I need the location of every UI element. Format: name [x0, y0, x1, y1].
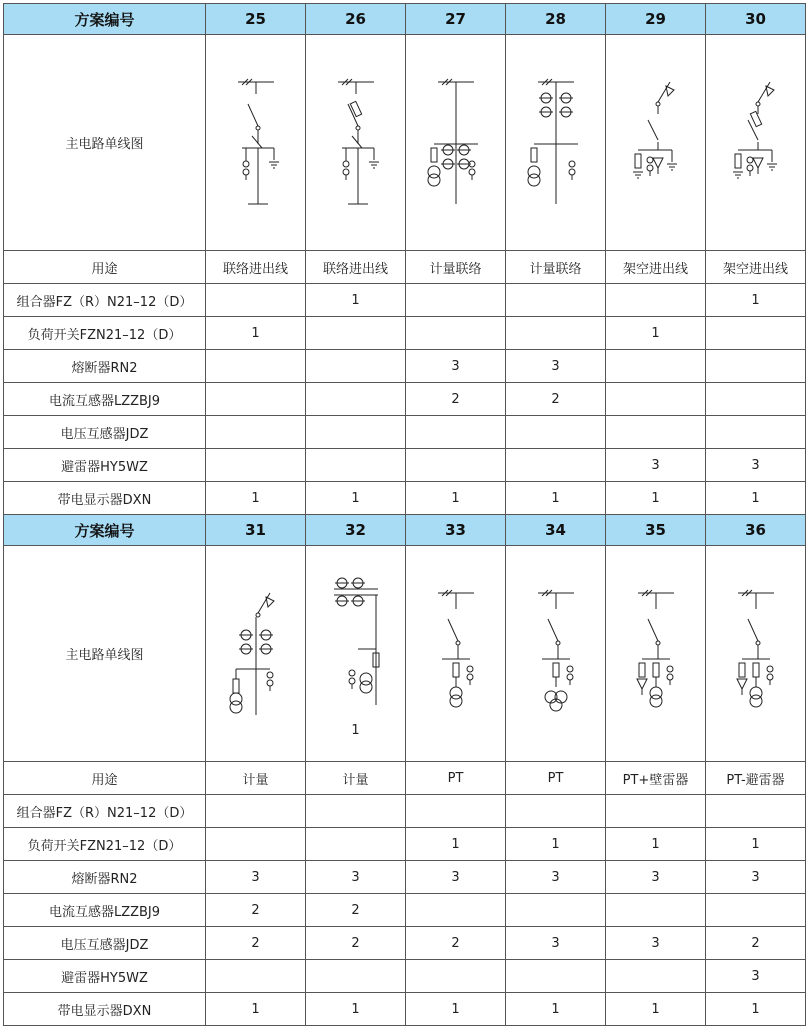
component-qty: 1	[706, 284, 806, 317]
component-qty	[406, 795, 506, 828]
diagram-row	[4, 546, 806, 762]
component-qty: 1	[706, 828, 806, 861]
component-row	[4, 317, 806, 350]
single-line-diagram-icon	[208, 579, 304, 729]
usage-cell: 计量	[306, 762, 406, 795]
scheme-no-label: 方案编号	[4, 4, 206, 35]
component-qty: 1	[306, 993, 406, 1026]
component-label: 熔断器RN2	[4, 350, 206, 383]
component-label: 避雷器HY5WZ	[4, 960, 206, 993]
component-qty: 3	[706, 861, 806, 894]
usage-row	[4, 762, 806, 795]
component-qty: 1	[306, 284, 406, 317]
diagram-cell	[206, 35, 306, 251]
component-qty: 1	[706, 482, 806, 515]
component-qty	[206, 383, 306, 416]
component-label: 负荷开关FZN21–12（D）	[4, 828, 206, 861]
component-label: 熔断器RN2	[4, 861, 206, 894]
component-qty: 3	[406, 350, 506, 383]
scheme-no-label: 方案编号	[4, 515, 206, 546]
component-qty	[206, 284, 306, 317]
usage-cell: PT	[406, 762, 506, 795]
single-line-diagram-icon	[408, 579, 504, 729]
single-line-diagram-icon	[508, 68, 604, 218]
component-qty	[606, 795, 706, 828]
component-qty	[706, 317, 806, 350]
component-qty: 1	[406, 482, 506, 515]
component-qty	[306, 449, 406, 482]
component-row	[4, 482, 806, 515]
component-row	[4, 828, 806, 861]
diagram-cell	[506, 546, 606, 762]
usage-cell: PT	[506, 762, 606, 795]
component-qty	[606, 960, 706, 993]
scheme-no: 27	[406, 4, 506, 35]
diagram-row	[4, 35, 806, 251]
header-row	[4, 515, 806, 546]
component-qty: 2	[406, 383, 506, 416]
diagram-cell	[506, 35, 606, 251]
component-qty	[406, 416, 506, 449]
component-qty	[406, 894, 506, 927]
component-qty: 2	[206, 927, 306, 960]
scheme-no: 30	[706, 4, 806, 35]
component-qty	[406, 284, 506, 317]
component-qty	[506, 894, 606, 927]
diagram-label: 主电路单线图	[4, 35, 206, 251]
usage-cell: 计量联络	[406, 251, 506, 284]
component-qty	[306, 828, 406, 861]
component-label: 电压互感器JDZ	[4, 416, 206, 449]
scheme-no: 32	[306, 515, 406, 546]
component-qty	[206, 960, 306, 993]
component-qty	[206, 828, 306, 861]
scheme-no: 29	[606, 4, 706, 35]
component-qty	[206, 449, 306, 482]
usage-cell: 计量	[206, 762, 306, 795]
component-qty: 3	[506, 861, 606, 894]
single-line-diagram-icon	[408, 68, 504, 218]
component-qty: 2	[506, 383, 606, 416]
usage-row	[4, 251, 806, 284]
component-label: 组合器FZ（R）N21–12（D）	[4, 795, 206, 828]
component-label: 电压互感器JDZ	[4, 927, 206, 960]
usage-cell: 架空进出线	[706, 251, 806, 284]
single-line-diagram-icon	[708, 579, 804, 729]
component-qty	[606, 383, 706, 416]
component-qty: 3	[506, 350, 606, 383]
usage-label: 用途	[4, 762, 206, 795]
component-qty	[506, 416, 606, 449]
component-qty: 3	[606, 927, 706, 960]
diagram-note: 1	[351, 723, 360, 738]
single-line-diagram-icon	[308, 569, 404, 719]
component-qty: 1	[606, 317, 706, 350]
component-label: 带电显示器DXN	[4, 482, 206, 515]
component-qty	[706, 350, 806, 383]
component-qty	[706, 416, 806, 449]
component-qty	[306, 795, 406, 828]
single-line-diagram-icon	[508, 579, 604, 729]
component-qty	[606, 350, 706, 383]
component-row	[4, 383, 806, 416]
scheme-no: 31	[206, 515, 306, 546]
component-qty: 1	[206, 482, 306, 515]
component-qty	[506, 960, 606, 993]
scheme-no: 25	[206, 4, 306, 35]
scheme-no: 33	[406, 515, 506, 546]
component-qty	[506, 317, 606, 350]
usage-cell: 联络进出线	[306, 251, 406, 284]
component-qty: 1	[506, 828, 606, 861]
component-qty	[206, 416, 306, 449]
component-qty	[306, 960, 406, 993]
component-qty: 1	[406, 828, 506, 861]
component-label: 电流互感器LZZBJ9	[4, 383, 206, 416]
component-qty: 2	[306, 894, 406, 927]
component-row	[4, 449, 806, 482]
component-qty: 1	[306, 482, 406, 515]
diagram-cell	[206, 546, 306, 762]
component-qty: 1	[406, 993, 506, 1026]
component-qty	[706, 894, 806, 927]
component-row	[4, 350, 806, 383]
component-qty: 3	[506, 927, 606, 960]
scheme-no: 28	[506, 4, 606, 35]
component-qty	[706, 795, 806, 828]
component-qty: 1	[206, 993, 306, 1026]
usage-cell: PT-避雷器	[706, 762, 806, 795]
component-qty: 1	[606, 828, 706, 861]
component-row	[4, 416, 806, 449]
component-qty	[406, 317, 506, 350]
component-qty	[206, 795, 306, 828]
component-row	[4, 927, 806, 960]
component-qty: 2	[306, 927, 406, 960]
component-qty: 3	[706, 449, 806, 482]
scheme-no: 36	[706, 515, 806, 546]
component-qty: 1	[506, 993, 606, 1026]
component-qty: 2	[706, 927, 806, 960]
diagram-cell	[306, 546, 406, 762]
usage-cell: 架空进出线	[606, 251, 706, 284]
component-qty	[706, 383, 806, 416]
scheme-no: 35	[606, 515, 706, 546]
diagram-cell	[606, 546, 706, 762]
component-qty	[606, 416, 706, 449]
component-qty	[306, 350, 406, 383]
single-line-diagram-icon	[708, 68, 804, 218]
diagram-cell	[706, 35, 806, 251]
usage-cell: PT+壁雷器	[606, 762, 706, 795]
component-qty	[506, 284, 606, 317]
component-qty: 3	[406, 861, 506, 894]
component-qty: 3	[606, 449, 706, 482]
component-row	[4, 861, 806, 894]
component-qty: 1	[606, 482, 706, 515]
scheme-table	[3, 3, 806, 1026]
component-label: 电流互感器LZZBJ9	[4, 894, 206, 927]
usage-cell: 计量联络	[506, 251, 606, 284]
single-line-diagram-icon	[608, 68, 704, 218]
component-qty: 1	[606, 993, 706, 1026]
scheme-no: 26	[306, 4, 406, 35]
component-qty	[206, 350, 306, 383]
usage-label: 用途	[4, 251, 206, 284]
component-label: 带电显示器DXN	[4, 993, 206, 1026]
component-row	[4, 894, 806, 927]
component-label: 负荷开关FZN21–12（D）	[4, 317, 206, 350]
component-qty: 3	[606, 861, 706, 894]
single-line-diagram-icon	[208, 68, 304, 218]
single-line-diagram-icon	[608, 579, 704, 729]
usage-cell: 联络进出线	[206, 251, 306, 284]
component-qty: 2	[206, 894, 306, 927]
component-qty: 1	[206, 317, 306, 350]
scheme-no: 34	[506, 515, 606, 546]
component-row	[4, 993, 806, 1026]
diagram-cell	[606, 35, 706, 251]
component-qty	[406, 960, 506, 993]
component-qty	[506, 449, 606, 482]
component-qty	[306, 383, 406, 416]
component-qty: 3	[206, 861, 306, 894]
component-qty	[306, 416, 406, 449]
component-row	[4, 960, 806, 993]
component-qty: 2	[406, 927, 506, 960]
header-row	[4, 4, 806, 35]
component-qty: 1	[706, 993, 806, 1026]
component-qty: 3	[706, 960, 806, 993]
component-qty	[306, 317, 406, 350]
component-qty	[606, 284, 706, 317]
component-qty: 1	[506, 482, 606, 515]
component-qty	[506, 795, 606, 828]
diagram-cell	[406, 35, 506, 251]
component-qty: 3	[306, 861, 406, 894]
component-row	[4, 795, 806, 828]
diagram-cell	[706, 546, 806, 762]
diagram-cell	[306, 35, 406, 251]
component-label: 避雷器HY5WZ	[4, 449, 206, 482]
single-line-diagram-icon	[308, 68, 404, 218]
component-qty	[606, 894, 706, 927]
component-qty	[406, 449, 506, 482]
diagram-cell	[406, 546, 506, 762]
component-row	[4, 284, 806, 317]
component-label: 组合器FZ（R）N21–12（D）	[4, 284, 206, 317]
diagram-label: 主电路单线图	[4, 546, 206, 762]
